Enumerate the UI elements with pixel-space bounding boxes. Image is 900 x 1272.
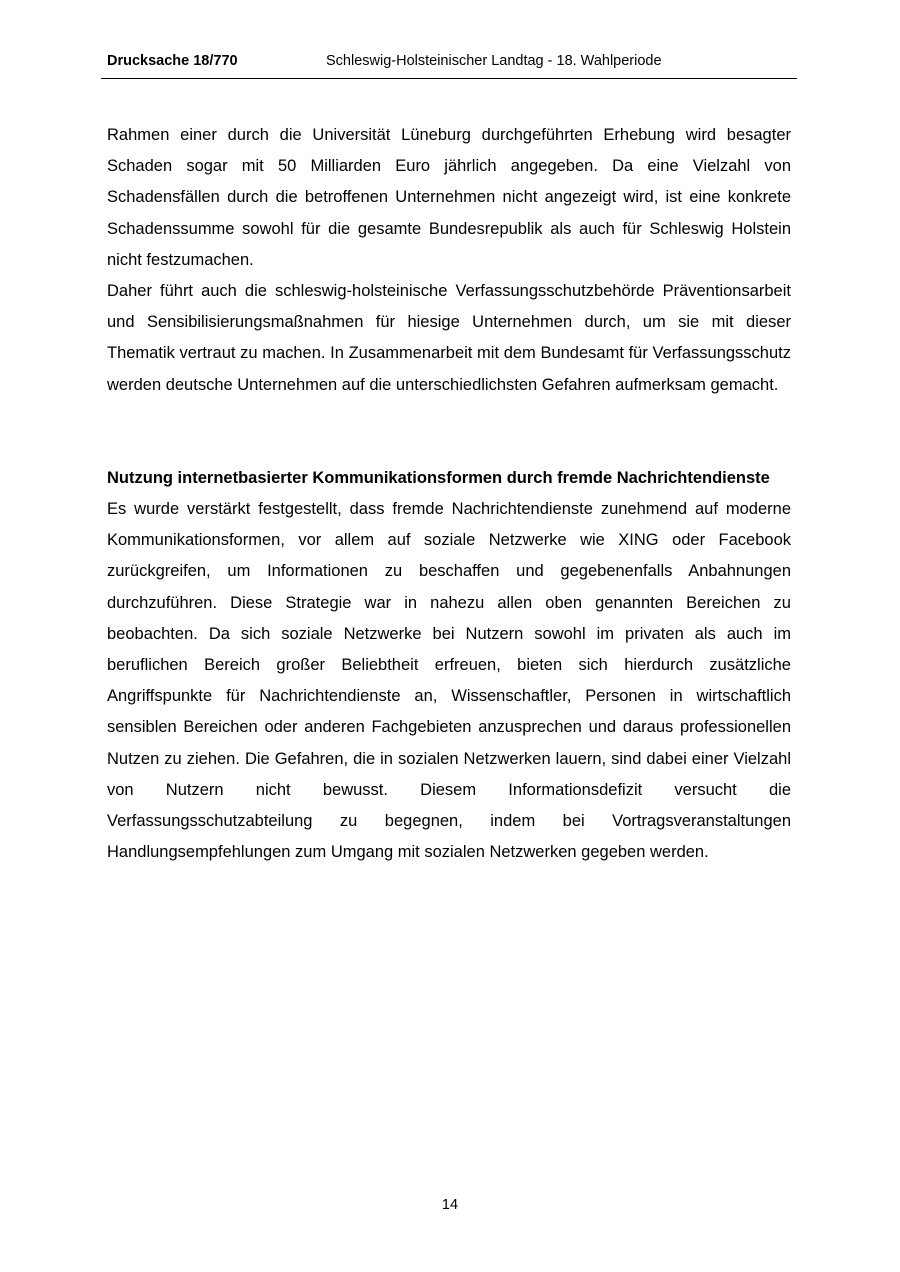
page-header: [101, 52, 797, 79]
document-body: [107, 120, 791, 868]
document-number: Drucksache 18/770: [107, 53, 238, 69]
section-heading: Nutzung internetbasierter Kommunikationsformen durch fremde Nachrichtendienste: [107, 468, 770, 487]
page-number: 14: [441, 1197, 459, 1213]
section-spacer: [107, 401, 791, 463]
paragraph-social-networks: Es wurde verstärkt festgestellt, dass fremde Nachrichtendienste zunehmend auf moderne Kommunikationsformen, vor allem auf soziale Netzwerke wie XING oder Facebook zurückgreifen, um Informationen zu beschaffen und gegebenenfalls Anbahnungen durchzuführen. Diese Strategie war in nahezu allen oben genannten Bereichen zu beobachten. Da sich soziale Netzwerke bei Nutzern sowohl im privaten als auch im beruflichen Bereich großer Beliebtheit erfreuen, bieten sich hierdurch zusätzliche Angriffspunkte für Nachrichtendienste an, Wissenschaftler, Personen in wirtschaftlich sensiblen Bereichen oder anderen Fachgebieten anzusprechen und daraus professionellen Nutzen zu ziehen. Die Gefahren, die in sozialen Netzwerken lauern, sind dabei einer Vielzahl von Nutzern nicht bewusst. Diesem Informationsdefizit versucht die Verfassungsschutzabteilung zu begegnen, indem bei Vortragsveranstaltungen Handlungsempfehlungen zum Umgang mit sozialen Netzwerken gegeben werden.: [107, 500, 791, 862]
paragraph-damage-estimate: Rahmen einer durch die Universität Lüneburg durchgeführten Erhebung wird besagter Schaden sogar mit 50 Milliarden Euro jährlich angegeben. Da eine Vielzahl von Schadensfällen durch die betroffenen Unternehmen nicht angezeigt wird, ist eine konkrete Schadenssumme sowohl für die gesamte Bundesrepublik als auch für Schleswig Holstein nicht festzumachen.: [107, 126, 791, 269]
paragraph-prevention-work: Daher führt auch die schleswig-holsteinische Verfassungsschutzbehörde Präventionsarbeit und Sensibilisierungsmaßnahmen für hiesige Unternehmen durch, um sie mit dieser Thematik vertraut zu machen. In Zusammenarbeit mit dem Bundesamt für Verfassungsschutz werden deutsche Unternehmen auf die unterschiedlichsten Gefahren aufmerksam gemacht.: [107, 282, 791, 394]
parliament-period: Schleswig-Holsteinischer Landtag - 18. Wahlperiode: [326, 53, 662, 69]
